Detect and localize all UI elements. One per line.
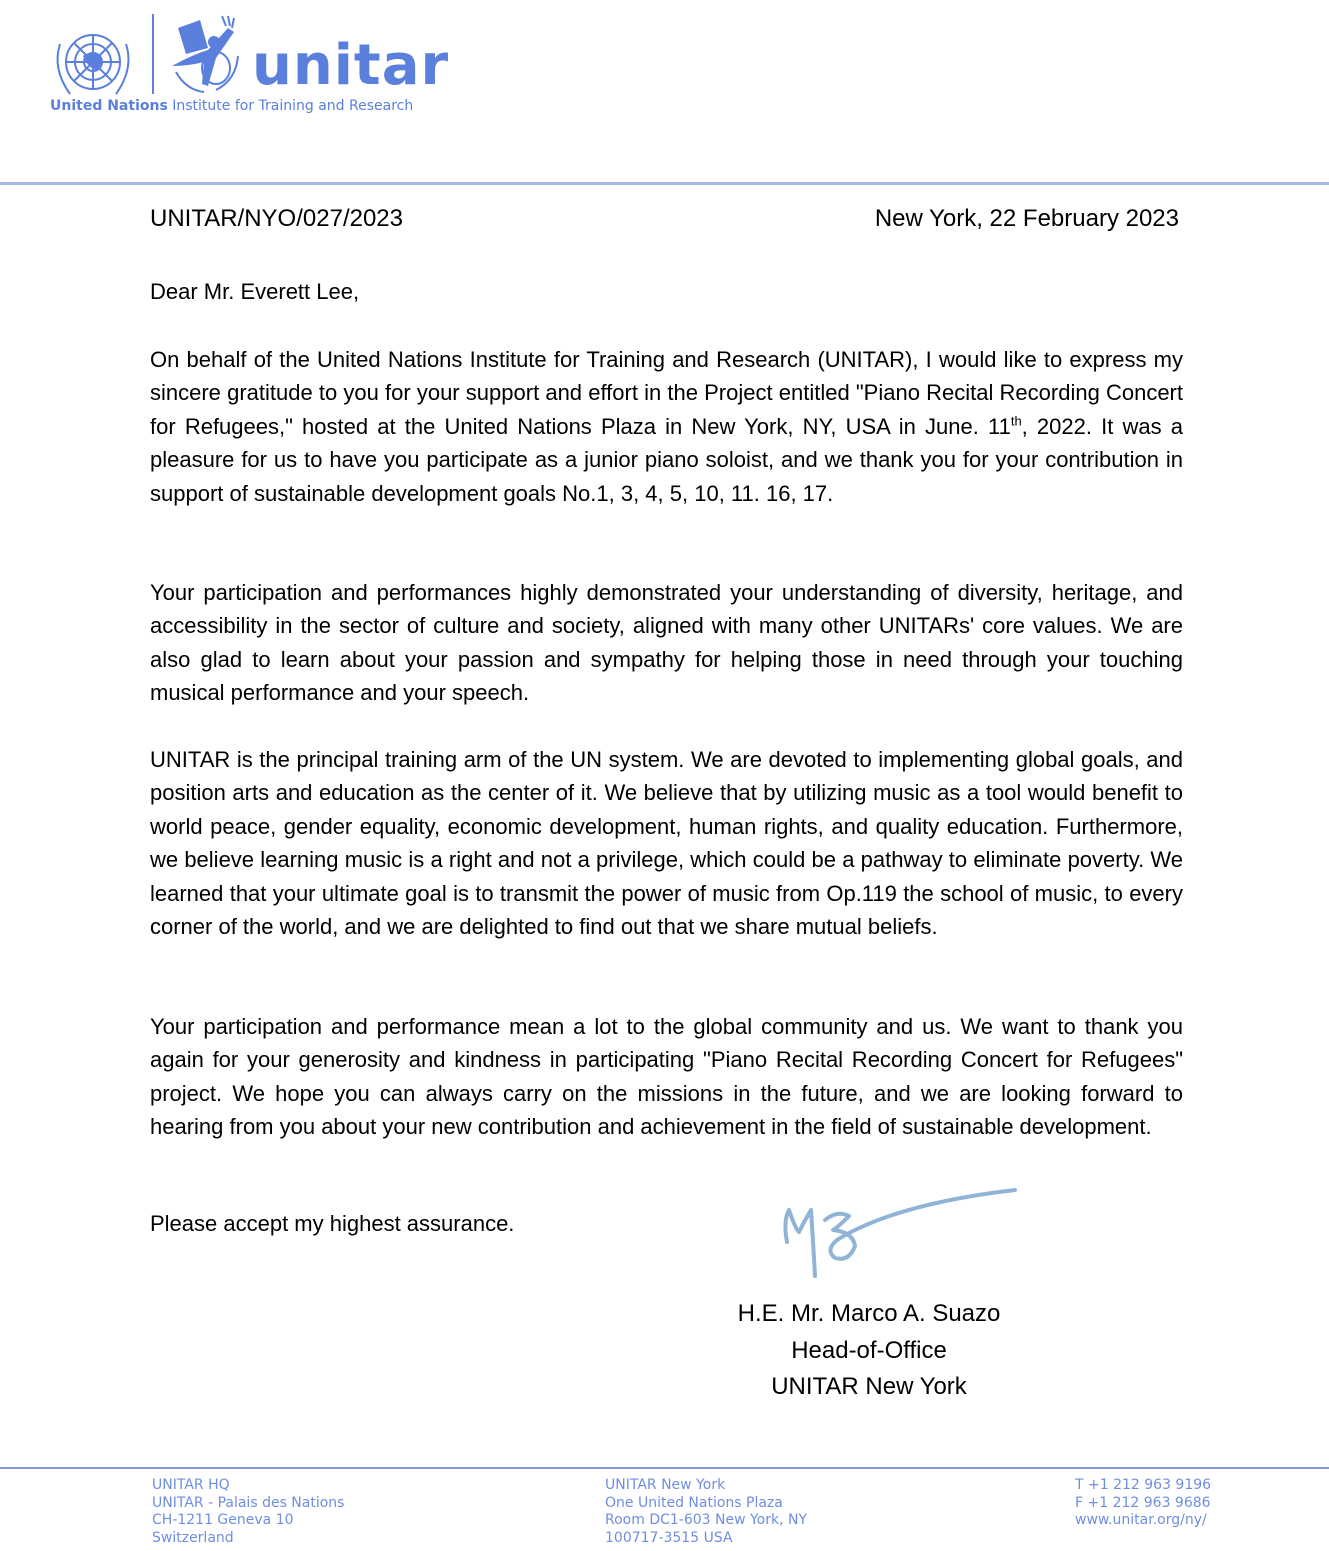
footer-website-link[interactable]: www.unitar.org/ny/ [1075,1512,1207,1528]
footer-hq-line: UNITAR HQ [152,1477,230,1493]
footer-hq-line: Switzerland [152,1529,234,1546]
paragraph-1-text-b: , 2022. It was a pleasure for us to have you participate as a junior piano soloist, and we thank you for your contribution in support of sustainable development goals No.1, 3, 4, 5, 10, 11. 16, 17. [150,413,1183,506]
footer-rule [0,1467,1329,1469]
footer-hq-address [152,1477,344,1547]
unitar-logo [48,10,448,120]
unitar-emblem-icon [164,14,246,96]
footer-contact [1075,1477,1211,1530]
paragraph-2: Your participation and performances highly demonstrated your understanding of diversity, heritage, and accessibility in the sector of culture and society, aligned with many other UNITARs' core values. We are also glad to learn about your passion and sympathy for helping those in need through your touching musical performance and your speech. [150,580,1183,706]
paragraph-4: Your participation and performance mean a lot to the global community and us. We want to thank you again for your generosity and kindness in participating "Piano Recital Recording Concert for Refugees" project. We hope you can always carry on the missions in the future, and we are looking forward to hearing from you about your new contribution and achievement in the field of sustainable development. [150,1014,1183,1140]
signatory-office: UNITAR New York [771,1373,967,1400]
footer-fax: F +1 212 963 9686 [1075,1494,1211,1511]
header-rule [0,182,1329,185]
logo-divider [152,14,154,94]
handwritten-signature-icon [775,1180,1025,1285]
closing-line: Please accept my highest assurance. [150,1211,515,1236]
paragraph-1 [150,343,1183,510]
footer-phone: T +1 212 963 9196 [1075,1477,1212,1493]
footer-hq-line: CH-1211 Geneva 10 [152,1512,294,1528]
place-date: New York, 22 February 2023 [874,205,1179,232]
signatory-name: H.E. Mr. Marco A. Suazo [737,1300,1001,1327]
logo-tagline-bold: United Nations [50,98,168,114]
logo-wordmark: unitar [252,33,450,98]
reference-number: UNITAR/NYO/027/2023 [150,205,403,232]
signatory-title: Head-of-Office [791,1336,947,1364]
un-emblem-icon [50,24,136,104]
salutation: Dear Mr. Everett Lee, [150,279,360,304]
logo-tagline [50,98,413,114]
footer-ny-address [605,1477,807,1547]
footer-ny-line: UNITAR New York [605,1477,726,1493]
logo-tagline-rest: Institute for Training and Research [167,98,414,114]
footer-ny-line: 100717-3515 USA [605,1529,733,1546]
footer-ny-line: Room DC1-603 New York, NY [605,1512,808,1528]
signature-block [700,1296,1038,1406]
footer-ny-line: One United Nations Plaza [605,1494,783,1511]
paragraph-1-text-a: On behalf of the United Nations Institute for Training and Research (UNITAR), I would like to express my sincere gratitude to you for your support and effort in the Project entitled "Piano Recital Recording Concert for Refugees," hosted at the United Nations Plaza in New York, NY, USA in June. 11 [150,347,1183,439]
ordinal-suffix: th [1010,413,1022,429]
paragraph-3: UNITAR is the principal training arm of the UN system. We are devoted to implementing global goals, and position arts and education as the center of it. We believe that by utilizing music as a tool would benefit to world peace, gender equality, economic development, human rights, and quality education. Furthermore, we believe learning music is a right and not a privilege, which could be a pathway to eliminate poverty. We learned that your ultimate goal is to transmit the power of music from Op.119 the school of music, to every corner of the world, and we are delighted to find out that we share mutual beliefs. [150,747,1183,940]
footer-hq-line: UNITAR - Palais des Nations [152,1494,345,1511]
